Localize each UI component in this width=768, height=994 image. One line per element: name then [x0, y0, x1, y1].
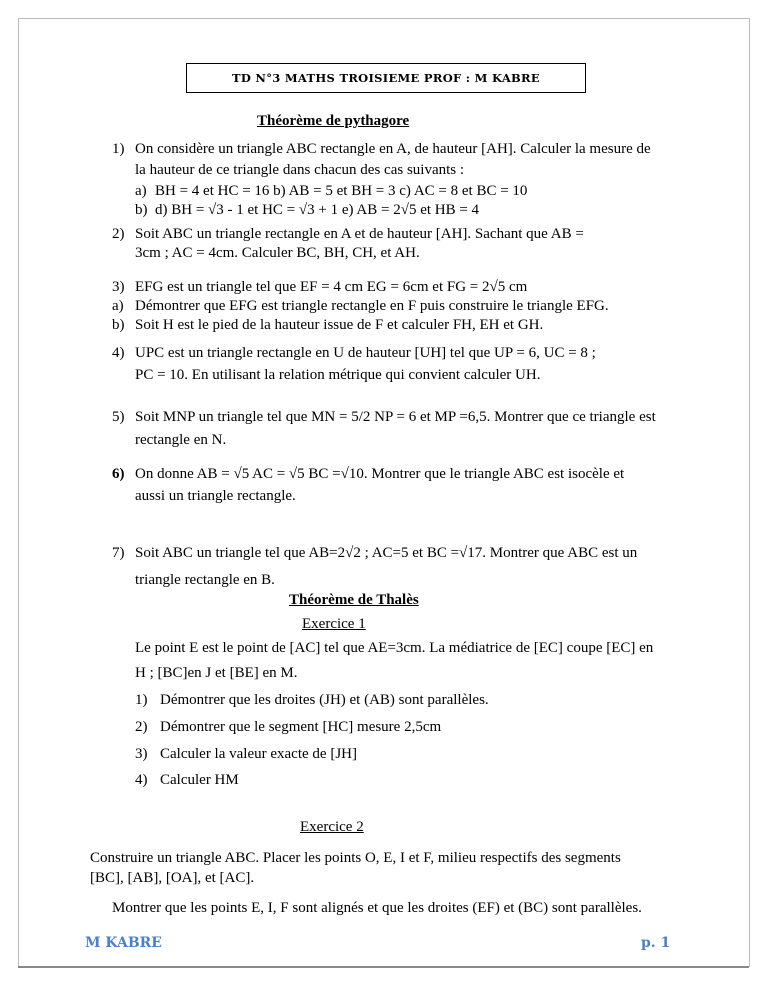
- exercise-text: Construire un triangle ABC. Placer les points O, E, I et F, milieu respectifs des segments: [90, 850, 621, 866]
- item-text: UPC est un triangle rectangle en U de hauteur [UH] tel que UP = 6, UC = 8 ;: [135, 345, 596, 361]
- item-number: 5): [112, 409, 125, 425]
- sub-number: b): [112, 317, 125, 333]
- question-text: Calculer la valeur exacte de [JH]: [160, 746, 357, 762]
- footer-author: M KABRE: [85, 935, 162, 951]
- item-text: Soit MNP un triangle tel que MN = 5/2 NP = 6 et MP =6,5. Montrer que ce triangle est: [135, 409, 656, 425]
- question-number: 3): [135, 746, 148, 762]
- item-text: aussi un triangle rectangle.: [135, 488, 296, 504]
- exercise-text: Montrer que les points E, I, F sont alignés et que les droites (EF) et (BC) sont parallèles.: [112, 900, 642, 916]
- item-text: rectangle en N.: [135, 432, 227, 448]
- sub-text: BH = 4 et HC = 16 b) AB = 5 et BH = 3 c) AC = 8 et BC = 10: [155, 183, 528, 199]
- item-number: 2): [112, 226, 125, 242]
- sub-text: Démontrer que EFG est triangle rectangle en F puis construire le triangle EFG.: [135, 298, 609, 314]
- exercise-text: Le point E est le point de [AC] tel que AE=3cm. La médiatrice de [EC] coupe [EC] en: [135, 640, 654, 656]
- item-text: On donne AB = √5 AC = √5 BC =√10. Montrer que le triangle ABC est isocèle et: [135, 466, 625, 482]
- item-text: 3cm ; AC = 4cm. Calculer BC, BH, CH, et AH.: [135, 245, 420, 261]
- question-number: 2): [135, 719, 148, 735]
- question-text: Démontrer que le segment [HC] mesure 2,5cm: [160, 719, 442, 735]
- item-text: Soit ABC un triangle tel que AB=2√2 ; AC=5 et BC =√17. Montrer que ABC est un: [135, 545, 638, 561]
- item-number: 1): [112, 141, 125, 157]
- section-heading-pythagore: Théorème de pythagore: [257, 113, 410, 129]
- item-number: 7): [112, 545, 125, 561]
- item-text: PC = 10. En utilisant la relation métrique qui convient calculer UH.: [135, 367, 541, 383]
- question-number: 4): [135, 772, 148, 788]
- question-text: Démontrer que les droites (JH) et (AB) sont parallèles.: [160, 692, 489, 708]
- sub-number: a): [112, 298, 124, 314]
- item-text: On considère un triangle ABC rectangle en A, de hauteur [AH]. Calculer la mesure de: [135, 141, 651, 157]
- sub-number: b): [135, 202, 148, 218]
- section-heading-thales: Théorème de Thalès: [289, 592, 419, 608]
- item-text: triangle rectangle en B.: [135, 572, 275, 588]
- item-number: 3): [112, 279, 125, 295]
- sub-number: a): [135, 183, 147, 199]
- item-text: Soit ABC un triangle rectangle en A et de hauteur [AH]. Sachant que AB =: [135, 226, 584, 242]
- footer-page-number: p. 1: [641, 935, 671, 951]
- question-text: Calculer HM: [160, 772, 239, 788]
- footer-divider: [18, 966, 749, 968]
- item-text: EFG est un triangle tel que EF = 4 cm EG = 6cm et FG = 2√5 cm: [135, 279, 528, 295]
- item-text: la hauteur de ce triangle dans chacun des cas suivants :: [135, 162, 465, 178]
- sub-text: d) BH = √3 - 1 et HC = √3 + 1 e) AB = 2√5 et HB = 4: [155, 202, 480, 218]
- exercise-text: [BC], [AB], [OA], et [AC].: [90, 870, 255, 886]
- item-number: 4): [112, 345, 125, 361]
- question-number: 1): [135, 692, 148, 708]
- exercise-1-title: Exercice 1: [302, 616, 366, 632]
- item-number: 6): [112, 466, 125, 482]
- exercise-text: H ; [BC]en J et [BE] en M.: [135, 665, 298, 681]
- exercise-2-title: Exercice 2: [300, 819, 364, 835]
- sub-text: Soit H est le pied de la hauteur issue de F et calculer FH, EH et GH.: [135, 317, 544, 333]
- document-title: TD N°3 MATHS TROISIEME PROF : M KABRE: [186, 63, 586, 93]
